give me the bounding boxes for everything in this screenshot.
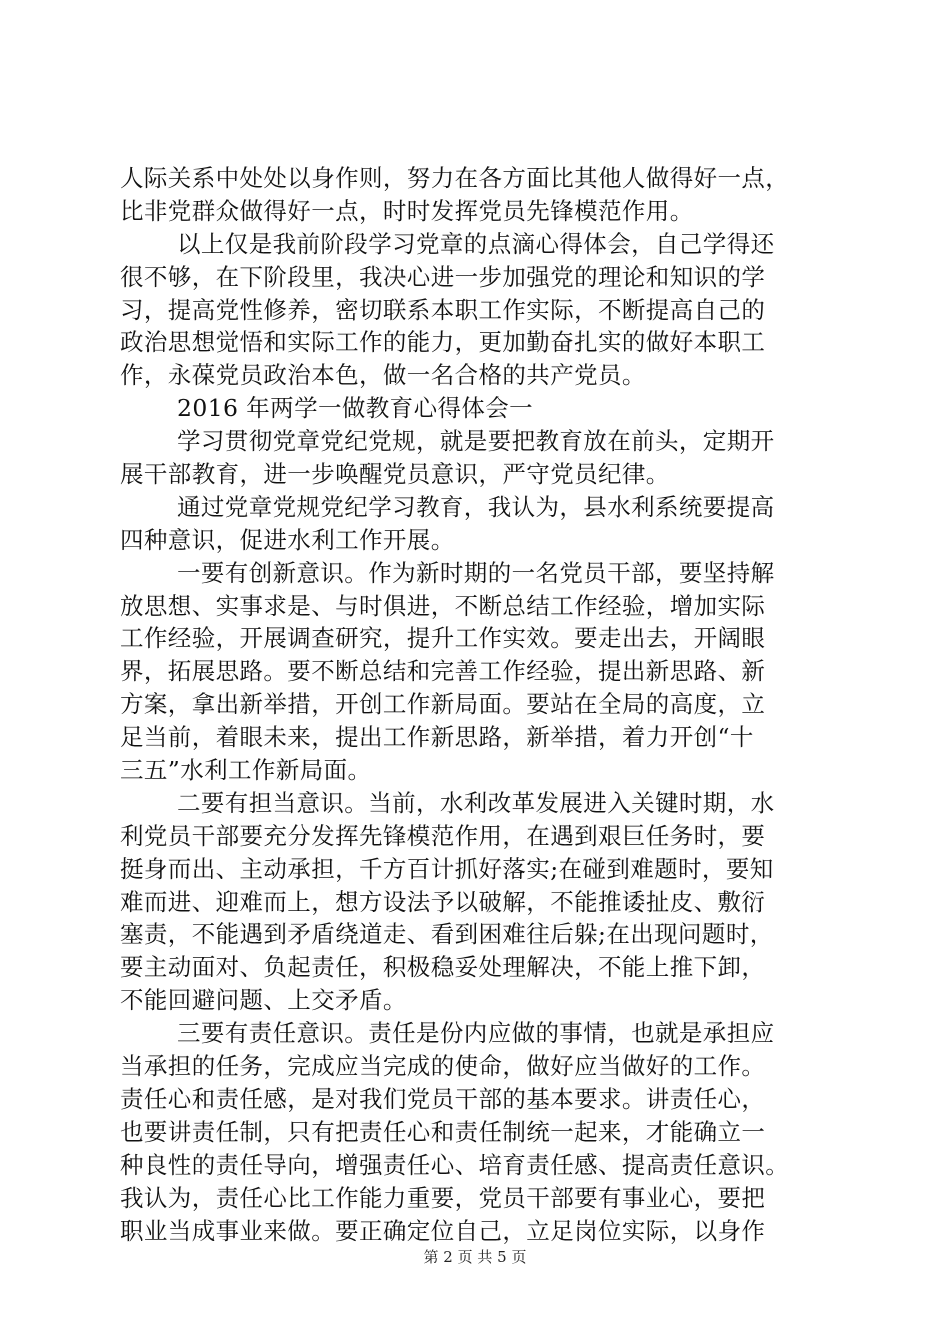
text-line: 通过党章党规党纪学习教育，我认为，县水利系统要提高 bbox=[177, 492, 775, 521]
text-line: 工作经验，开展调查研究，提升工作实效。要走出去，开阔眼 bbox=[120, 624, 766, 653]
text-line: 人际关系中处处以身作则，努力在各方面比其他人做得好一点， bbox=[120, 164, 790, 192]
text-line: 三要有责任意识。责任是份内应做的事情，也就是承担应 bbox=[177, 1019, 775, 1048]
text-line: 方案，拿出新举措，开创工作新局面。要站在全局的高度，立 bbox=[120, 690, 766, 719]
text-line: 2016 年两学一做教育心得体会一 bbox=[177, 394, 534, 423]
text-line: 要主动面对、负起责任，积极稳妥处理解决，不能上推下卸， bbox=[120, 953, 766, 982]
text-line: 足当前，着眼未来，提出工作新思路，新举措，着力开创“十 bbox=[120, 723, 754, 752]
text-line: 利党员干部要充分发挥先锋模范作用，在遇到艰巨任务时，要 bbox=[120, 821, 766, 850]
text-line: 四种意识，促进水利工作开展。 bbox=[120, 525, 455, 554]
text-line: 政治思想觉悟和实际工作的能力，更加勤奋扎实的做好本职工 bbox=[120, 328, 766, 357]
text-line: 责任心和责任感，是对我们党员干部的基本要求。讲责任心， bbox=[120, 1084, 766, 1113]
text-line: 以上仅是我前阶段学习党章的点滴心得体会，自己学得还 bbox=[177, 229, 775, 258]
text-line: 塞责，不能遇到矛盾绕道走、看到困难往后躲;在出现问题时， bbox=[120, 920, 774, 949]
text-line: 一要有创新意识。作为新时期的一名党员干部，要坚持解 bbox=[177, 558, 775, 587]
text-line: 种良性的责任导向，增强责任心、培育责任感、提高责任意识。 bbox=[120, 1150, 790, 1179]
text-line: 比非党群众做得好一点，时时发挥党员先锋模范作用。 bbox=[120, 196, 694, 225]
text-line: 三五”水利工作新局面。 bbox=[120, 756, 372, 785]
text-line: 作，永葆党员政治本色，做一名合格的共产党员。 bbox=[120, 361, 646, 390]
text-line: 我认为，责任心比工作能力重要，党员干部要有事业心，要把 bbox=[120, 1183, 766, 1212]
text-line: 界，拓展思路。要不断总结和完善工作经验，提出新思路、新 bbox=[120, 657, 766, 686]
text-line: 展干部教育，进一步唤醒党员意识，严守党员纪律。 bbox=[120, 460, 670, 489]
page-footer: 第 2 页 共 5 页 bbox=[423, 1248, 527, 1266]
text-line: 难而进、迎难而上，想方设法予以破解，不能推诿扯皮、敷衍 bbox=[120, 887, 766, 916]
text-line: 放思想、实事求是、与时俱进，不断总结工作经验，增加实际 bbox=[120, 591, 766, 620]
text-line: 习，提高党性修养，密切联系本职工作实际，不断提高自己的 bbox=[120, 295, 766, 324]
text-line: 不能回避问题、上交矛盾。 bbox=[120, 986, 407, 1015]
document-body bbox=[120, 162, 832, 1247]
text-line: 学习贯彻党章党纪党规，就是要把教育放在前头，定期开 bbox=[177, 427, 775, 456]
text-line: 当承担的任务，完成应当完成的使命，做好应当做好的工作。 bbox=[120, 1052, 766, 1081]
text-line: 也要讲责任制，只有把责任心和责任制统一起来，才能确立一 bbox=[120, 1117, 766, 1146]
text-line: 很不够，在下阶段里，我决心进一步加强党的理论和知识的学 bbox=[120, 262, 766, 291]
text-line: 挺身而出、主动承担，千方百计抓好落实;在碰到难题时，要知 bbox=[120, 854, 774, 883]
text-line: 二要有担当意识。当前，水利改革发展进入关键时期，水 bbox=[177, 788, 775, 817]
text-line: 职业当成事业来做。要正确定位自己，立足岗位实际，以身作 bbox=[120, 1216, 766, 1245]
